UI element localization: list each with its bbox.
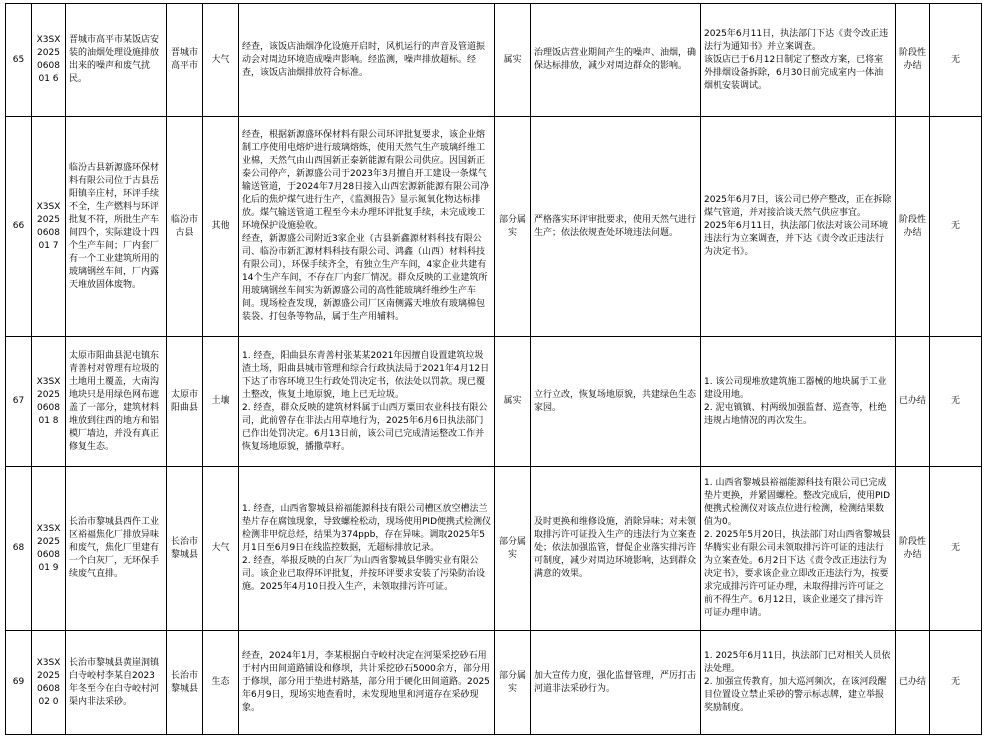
complaint-content: 太原市阳曲县泥屯镇东青善村对曾理有垃圾的土地用土覆盖，大南沟地块只是用绿色网布遮盖了一部分，建筑材料堆放到往西的地方和铝模厂墙边，并没有真正修复生态。 [69,350,160,452]
administrative-area-cell [167,4,203,117]
row-number-cell [6,117,32,337]
investigation-finding: 1. 经查，山西省黎城县裕福能源科技有限公司槽区放空槽法兰垫片存在腐蚀现象，导致螺栓松动，现场使用PID便携式检测仪检测非甲烷总烃，结果为374ppb，存在异味。调取2025年5月1日至6月9日在线监控数据，无超标排放记录。 2. 经查，举报反映的白灰厂为山西省黎城县华腾实业有限公司。该企业已取得环评批复，并按环评要求安装了污染防治设施。2025年4月10日投入生产，未领取排污许可证。 [242,504,492,592]
row-number: 68 [12,543,25,553]
investigation-finding-cell [239,117,495,337]
completion-status-cell [896,337,930,467]
administrative-area-cell [167,467,203,631]
administrative-area: 长治市黎城县 [170,670,198,694]
verdict-cell [495,117,531,337]
accountability-cell [930,337,982,467]
completion-status-cell [896,4,930,117]
pollution-type-cell [203,117,239,337]
accountability: 无 [950,396,960,406]
rectification-target-cell [531,467,701,631]
complaint-content-cell [66,117,167,337]
complaint-content-cell [66,4,167,117]
completion-status-cell [896,467,930,631]
case-code: X3SX2025060802 0 [36,657,61,707]
rectification-target: 严格落实环评审批要求，使用天然气进行生产；依法依规查处环境违法问题。 [534,214,697,238]
complaint-content: 晋城市高平市某饭店安装的油烟处理设施排放出来的噪声和废气扰民。 [69,35,160,84]
complaint-content-cell [66,467,167,631]
table-body [6,4,982,735]
table-row [6,631,982,735]
accountability: 无 [950,677,960,687]
administrative-area: 太原市阳曲县 [170,389,198,413]
rectification-target: 治理饭店营业期间产生的噪声、油烟，确保达标排放，减少对周边群众的影响。 [534,48,697,71]
rectification-target-cell [531,4,701,117]
handling-result: 1. 山西省黎城县裕福能源科技有限公司已完成垫片更换，并紧固螺栓。整改完成后，使用PID便携式检测仪对该点位进行检测，检测结果数值为0。 2. 2025年5月20日，执法部门对山西省黎城县华腾实业有限公司未领取排污许可证的违法行为立案查处。6月2日下达《责令改正违法行为决定书》，要求该企业立即改正违法行为，按要求完成排污许可证办理，未取得排污许可证之前不得生产。6月12日，该企业递交了排污许可证办理申请。 [704,478,891,618]
administrative-area-cell [167,631,203,735]
table-row [6,117,982,337]
investigation-finding-cell [239,631,495,735]
row-number: 65 [12,54,25,65]
case-code: X3SX2025060801 7 [36,201,61,251]
verdict: 部分属实 [498,670,526,694]
completion-status: 已办结 [899,677,927,687]
handling-result: 1. 该公司现堆放建筑施工器械的地块属于工业建设用地。 2. 泥屯镇镇、村两级加强监督、巡查等，杜绝违规占地情况的再次发生。 [704,376,887,426]
completion-status-cell [896,117,930,337]
case-code: X3SX2025060801 8 [36,376,61,426]
pollution-type-cell [203,337,239,467]
accountability: 无 [950,543,960,553]
completion-status: 阶段性办结 [899,48,927,71]
row-number: 67 [12,396,25,406]
accountability-cell [930,4,982,117]
case-code-cell [32,467,66,631]
handling-result-cell [701,467,896,631]
handling-result: 1. 2025年6月11日，执法部门已对相关人员依法处理。 2. 加强宣传教育，加大巡河频次，在该河段醒目位置设立禁止采砂的警示标志牌，建立举报奖励制度。 [704,651,891,713]
row-number: 69 [12,677,25,687]
completion-status-cell [896,631,930,735]
investigation-finding-cell [239,4,495,117]
completion-status: 阶段性办结 [899,214,927,238]
pollution-type: 大气 [211,54,230,65]
administrative-area-cell [167,337,203,467]
rectification-target-cell [531,337,701,467]
administrative-area: 长治市黎城县 [170,536,198,560]
accountability: 无 [950,54,960,65]
case-code-cell [32,4,66,117]
row-number-cell [6,4,32,117]
petition-table [5,3,982,735]
complaint-content-cell [66,337,167,467]
handling-result-cell [701,631,896,735]
case-code-cell [32,117,66,337]
verdict-cell [495,631,531,735]
verdict-cell [495,467,531,631]
complaint-content: 长治市黎城县黄崖洞镇白寺峧村李某自2023年冬至今在白寺峧村河渠内非法采砂。 [69,657,160,707]
administrative-area-cell [167,117,203,337]
row-number: 66 [12,221,25,231]
completion-status: 阶段性办结 [899,536,927,560]
case-code-cell [32,337,66,467]
administrative-area: 晋城市高平市 [170,48,198,71]
rectification-target-cell [531,631,701,735]
accountability-cell [930,117,982,337]
rectification-target: 立行立改，恢复场地原貌，共建绿色生态家园。 [534,389,697,413]
verdict-cell [495,4,531,117]
investigation-finding: 1. 经查，阳曲县东青善村张某某2021年因擅自设置建筑垃圾渣土场，阳曲县城市管理和综合行政执法局于2021年4月12日下达了市容环境卫生行政处罚决定书，依法处以罚款。现已覆土整改，恢复土地原貌，地上已无垃圾。 2. 经查，群众反映的建筑材料属于山西万粟田农业科技有限公司，此前曾存在非法占用草地行为，2025年6月6日执法部门已作出处罚决定。6月13日前，该公司已完成清运整改工作并恢复场地原貌，播撒草籽。 [242,350,490,452]
investigation-finding-cell [239,337,495,467]
pollution-type-cell [203,467,239,631]
complaint-content: 临汾古县新源盛环保材料有限公司位于古县岳阳镇辛庄村，环评手续不全，生产燃料与环评批复不符，所批生产车间四个，实际建设十四个生产车间；厂内套厂有一个工业建筑所用的玻璃钢丝车间，厂内露天堆放固体废物。 [69,162,160,290]
complaint-content-cell [66,631,167,735]
complaint-content: 长治市黎城县西仵工业区裕福焦化厂排放异味和废气，焦化厂里建有一个白灰厂，无环保手续废气直排。 [69,517,160,579]
verdict-cell [495,337,531,467]
table-row [6,4,982,117]
investigation-finding-cell [239,467,495,631]
administrative-area: 临汾市古县 [170,214,198,238]
table-row [6,467,982,631]
case-code: X3SX2025060801 6 [36,35,61,84]
pollution-type: 生态 [211,677,230,687]
row-number-cell [6,337,32,467]
accountability-cell [930,467,982,631]
investigation-finding: 经查，该饭店油烟净化设施开启时，风机运行的声音及管道振动会对周边环境造成噪声影响。经监测，噪声排放超标。经查，该饭店油烟排放符合标准。 [242,41,486,78]
handling-result-cell [701,117,896,337]
case-code-cell [32,631,66,735]
handling-result-cell [701,337,896,467]
accountability-cell [930,631,982,735]
completion-status: 已办结 [899,396,927,406]
pollution-type-cell [203,631,239,735]
investigation-finding: 经查，根据新源盛环保材料有限公司环评批复要求，该企业熔制工序使用电熔炉进行玻璃熔炼，使用天然气生产玻璃纤维工业棉，天然气由山西国新正泰新能源有限公司供应。因国新正泰公司停产，新源盛公司于2023年3月擅自开工建设一条煤气输送管道，于2024年7月28日接入山西宏源新能源有限公司净化后的焦炉煤气进行生产，《监测报告》显示氮氧化物达标排放。煤气输送管道工程至今未办理环评批复手续，未完成竣工环境保护设施验收。 经查，新源盛公司附近3家企业（古县新鑫源材料科技有限公司、临汾市新汇源材料科技有限公司、鸿鑫（山西）材料科技有限公司），环保手续齐全，有独立生产车间，4家企业共建有14个生产车间，不存在厂内套厂情况。群众反映的工业建筑所用玻璃钢丝车间实为新源盛公司的高性能玻璃纤维纱生产车间。现场检查发现，新源盛公司厂区南侧露天堆放有玻璃棉包装袋、打包条等物品，属于生产用辅料。 [242,130,490,322]
pollution-type-cell [203,4,239,117]
verdict: 属实 [503,54,522,65]
row-number-cell [6,467,32,631]
rectification-target-cell [531,117,701,337]
rectification-target: 加大宣传力度，强化监督管理，严厉打击河道非法采砂行为。 [534,670,697,694]
row-number-cell [6,631,32,735]
pollution-type: 土壤 [211,396,230,406]
accountability: 无 [950,221,960,231]
verdict: 部分属实 [498,536,526,560]
pollution-type: 其他 [211,221,230,231]
case-code: X3SX2025060801 9 [36,523,61,573]
verdict: 部分属实 [498,214,526,238]
rectification-target: 及时更换和维修设施，消除异味；对未领取排污许可证投入生产的违法行为立案查处；依法加强监管，督促企业落实排污许可制度，减少对周边环境影响，达到群众满意的效果。 [534,517,697,579]
handling-result: 2025年6月7日，该公司已停产整改，正在拆除煤气管道，并对接洽谈天然气供应事宜。 2025年6月11日，执法部门依法对该公司环境违法行为立案调查，并下达《责令改正违法行为决定书》。 [704,195,892,257]
handling-result-cell [701,4,896,117]
handling-result: 2025年6月11日，执法部门下达《责令改正违法行为通知书》并立案调查。 该饭店已于6月12日制定了整改方案，已将室外排烟设备拆除，6月30日前完成室内一体油烟机安装调试。 [704,28,889,91]
pollution-type: 大气 [211,543,230,553]
verdict: 属实 [503,396,522,406]
table-row [6,337,982,467]
investigation-finding: 经查，2024年1月，李某根据白寺峧村决定在河渠采挖砂石用于村内田间道路铺设和修坝，共计采挖砂石5000余方，部分用于修坝，部分用于垫进村路基，部分用于硬化田间道路。2025年6月9日，现场实地查看时，未发现地里和河道存在采砂现象。 [242,651,490,713]
